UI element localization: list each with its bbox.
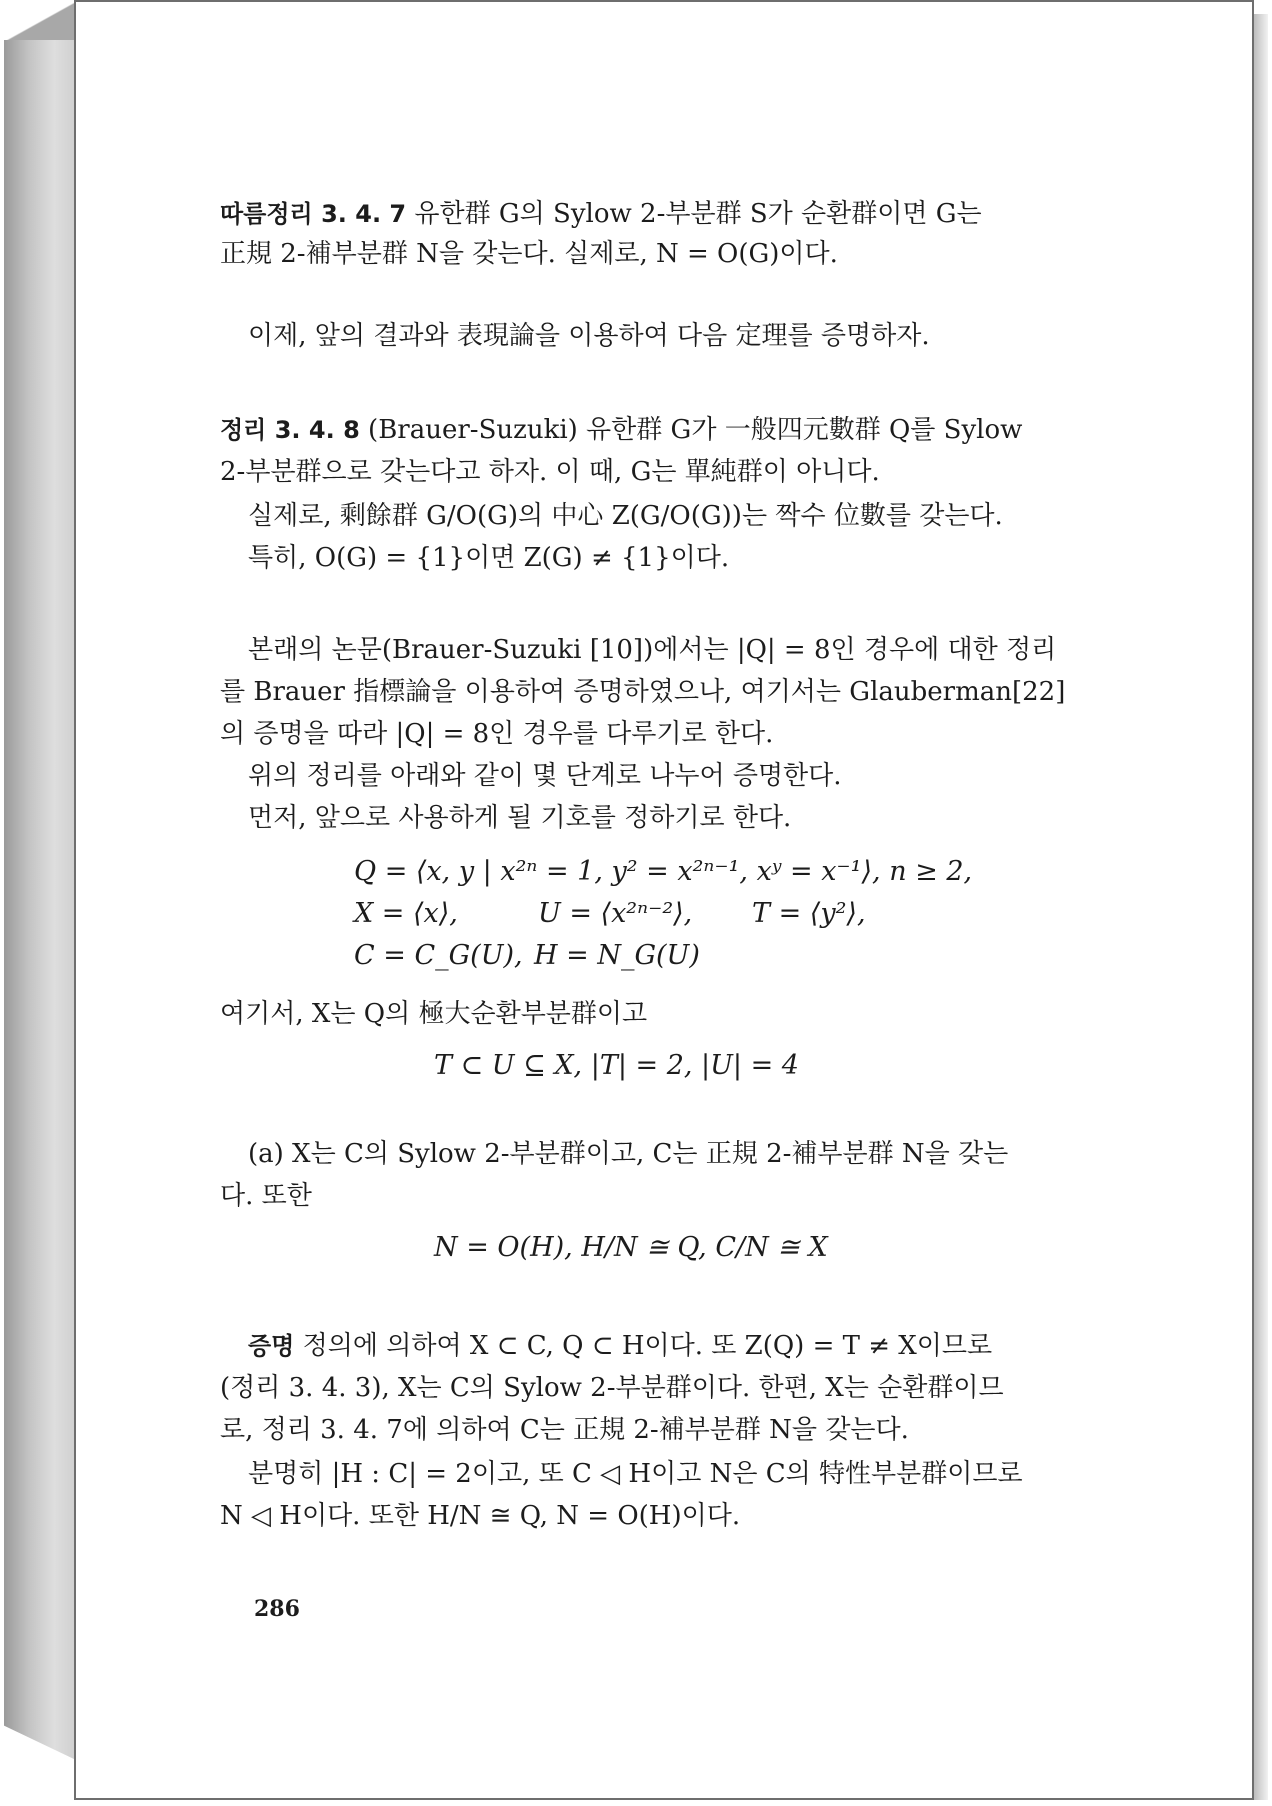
page-number: 286 bbox=[254, 1596, 300, 1622]
definition-x: X = ⟨x⟩, bbox=[354, 898, 458, 929]
theorem-348-label: 정리 3. 4. 8 bbox=[220, 416, 360, 444]
definition-t: T = ⟨y²⟩, bbox=[752, 898, 866, 929]
theorem-348-line3: 실제로, 剩餘群 G/O(G)의 中心 Z(G/O(G))는 짝수 位數를 갖는다. bbox=[248, 501, 1003, 531]
discussion-line4: 위의 정리를 아래와 같이 몇 단계로 나누어 증명한다. bbox=[248, 761, 842, 791]
proof-label: 증명 bbox=[248, 1332, 295, 1360]
step-a-formula: N = O(H), H/N ≅ Q, C/N ≅ X bbox=[434, 1232, 828, 1263]
definition-u: U = ⟨x²ⁿ⁻²⟩, bbox=[538, 898, 693, 929]
theorem-348-text: (Brauer-Suzuki) 유한群 G가 一般四元數群 Q를 Sylow bbox=[368, 415, 1023, 445]
book-spine bbox=[4, 40, 76, 1760]
definition-h: H = N_G(U) bbox=[534, 940, 700, 971]
intro-line: 이제, 앞의 결과와 表現論을 이용하여 다음 定理를 증명하자. bbox=[248, 321, 930, 351]
step-a-line1: (a) X는 C의 Sylow 2-부분群이고, C는 正規 2-補부분群 N을 갖는 bbox=[248, 1139, 1009, 1169]
theorem-348-line4: 특히, O(G) = {1}이면 Z(G) ≠ {1}이다. bbox=[248, 543, 730, 573]
discussion-line5: 먼저, 앞으로 사용하게 될 기호를 정하기로 한다. bbox=[248, 803, 792, 833]
proof-line5: N ◁ H이다. 또한 H/N ≅ Q, N = O(H)이다. bbox=[220, 1501, 741, 1531]
proof-text: 정의에 의하여 X ⊂ C, Q ⊂ H이다. 또 Z(Q) = T ≠ X이므로 bbox=[302, 1331, 993, 1361]
proof-line1 bbox=[248, 1328, 992, 1364]
where-formula: T ⊂ U ⊆ X, |T| = 2, |U| = 4 bbox=[434, 1050, 799, 1081]
corollary-347-line1 bbox=[220, 196, 982, 232]
corollary-347-text: 유한群 G의 Sylow 2-부분群 S가 순환群이면 G는 bbox=[414, 199, 982, 229]
corollary-347-label: 따름정리 3. 4. 7 bbox=[220, 200, 407, 228]
proof-line3: 로, 정리 3. 4. 7에 의하여 C는 正規 2-補부분群 N을 갖는다. bbox=[220, 1415, 909, 1445]
discussion-line3: 의 증명을 따라 |Q| = 8인 경우를 다루기로 한다. bbox=[220, 719, 774, 749]
corollary-347-line2: 正規 2-補부분群 N을 갖는다. 실제로, N = O(G)이다. bbox=[220, 239, 838, 269]
discussion-line2: 를 Brauer 指標論을 이용하여 증명하였으나, 여기서는 Glauberman[22] bbox=[220, 677, 1066, 707]
book-spine-top bbox=[4, 2, 76, 42]
theorem-348-line2: 2-부분群으로 갖는다고 하자. 이 때, G는 單純群이 아니다. bbox=[220, 457, 880, 487]
theorem-348-line1 bbox=[220, 412, 1022, 448]
proof-line4: 분명히 |H : C| = 2이고, 또 C ◁ H이고 N은 C의 特性부분群이므로 bbox=[248, 1459, 1023, 1489]
discussion-line1: 본래의 논문(Brauer-Suzuki [10])에서는 |Q| = 8인 경우에 대한 정리 bbox=[248, 635, 1057, 665]
proof-line2: (정리 3. 4. 3), X는 C의 Sylow 2-부분群이다. 한편, X는 순환群이므 bbox=[220, 1373, 1004, 1403]
definition-q: Q = ⟨x, y | x²ⁿ = 1, y² = x²ⁿ⁻¹, xʸ = x⁻¹⟩, n ≥ 2, bbox=[354, 856, 973, 887]
definition-c: C = C_G(U), bbox=[354, 940, 523, 971]
where-line: 여기서, X는 Q의 極大순환부분群이고 bbox=[220, 999, 648, 1029]
step-a-line2: 다. 또한 bbox=[220, 1181, 312, 1211]
page-edge-shadow bbox=[1254, 14, 1268, 1800]
